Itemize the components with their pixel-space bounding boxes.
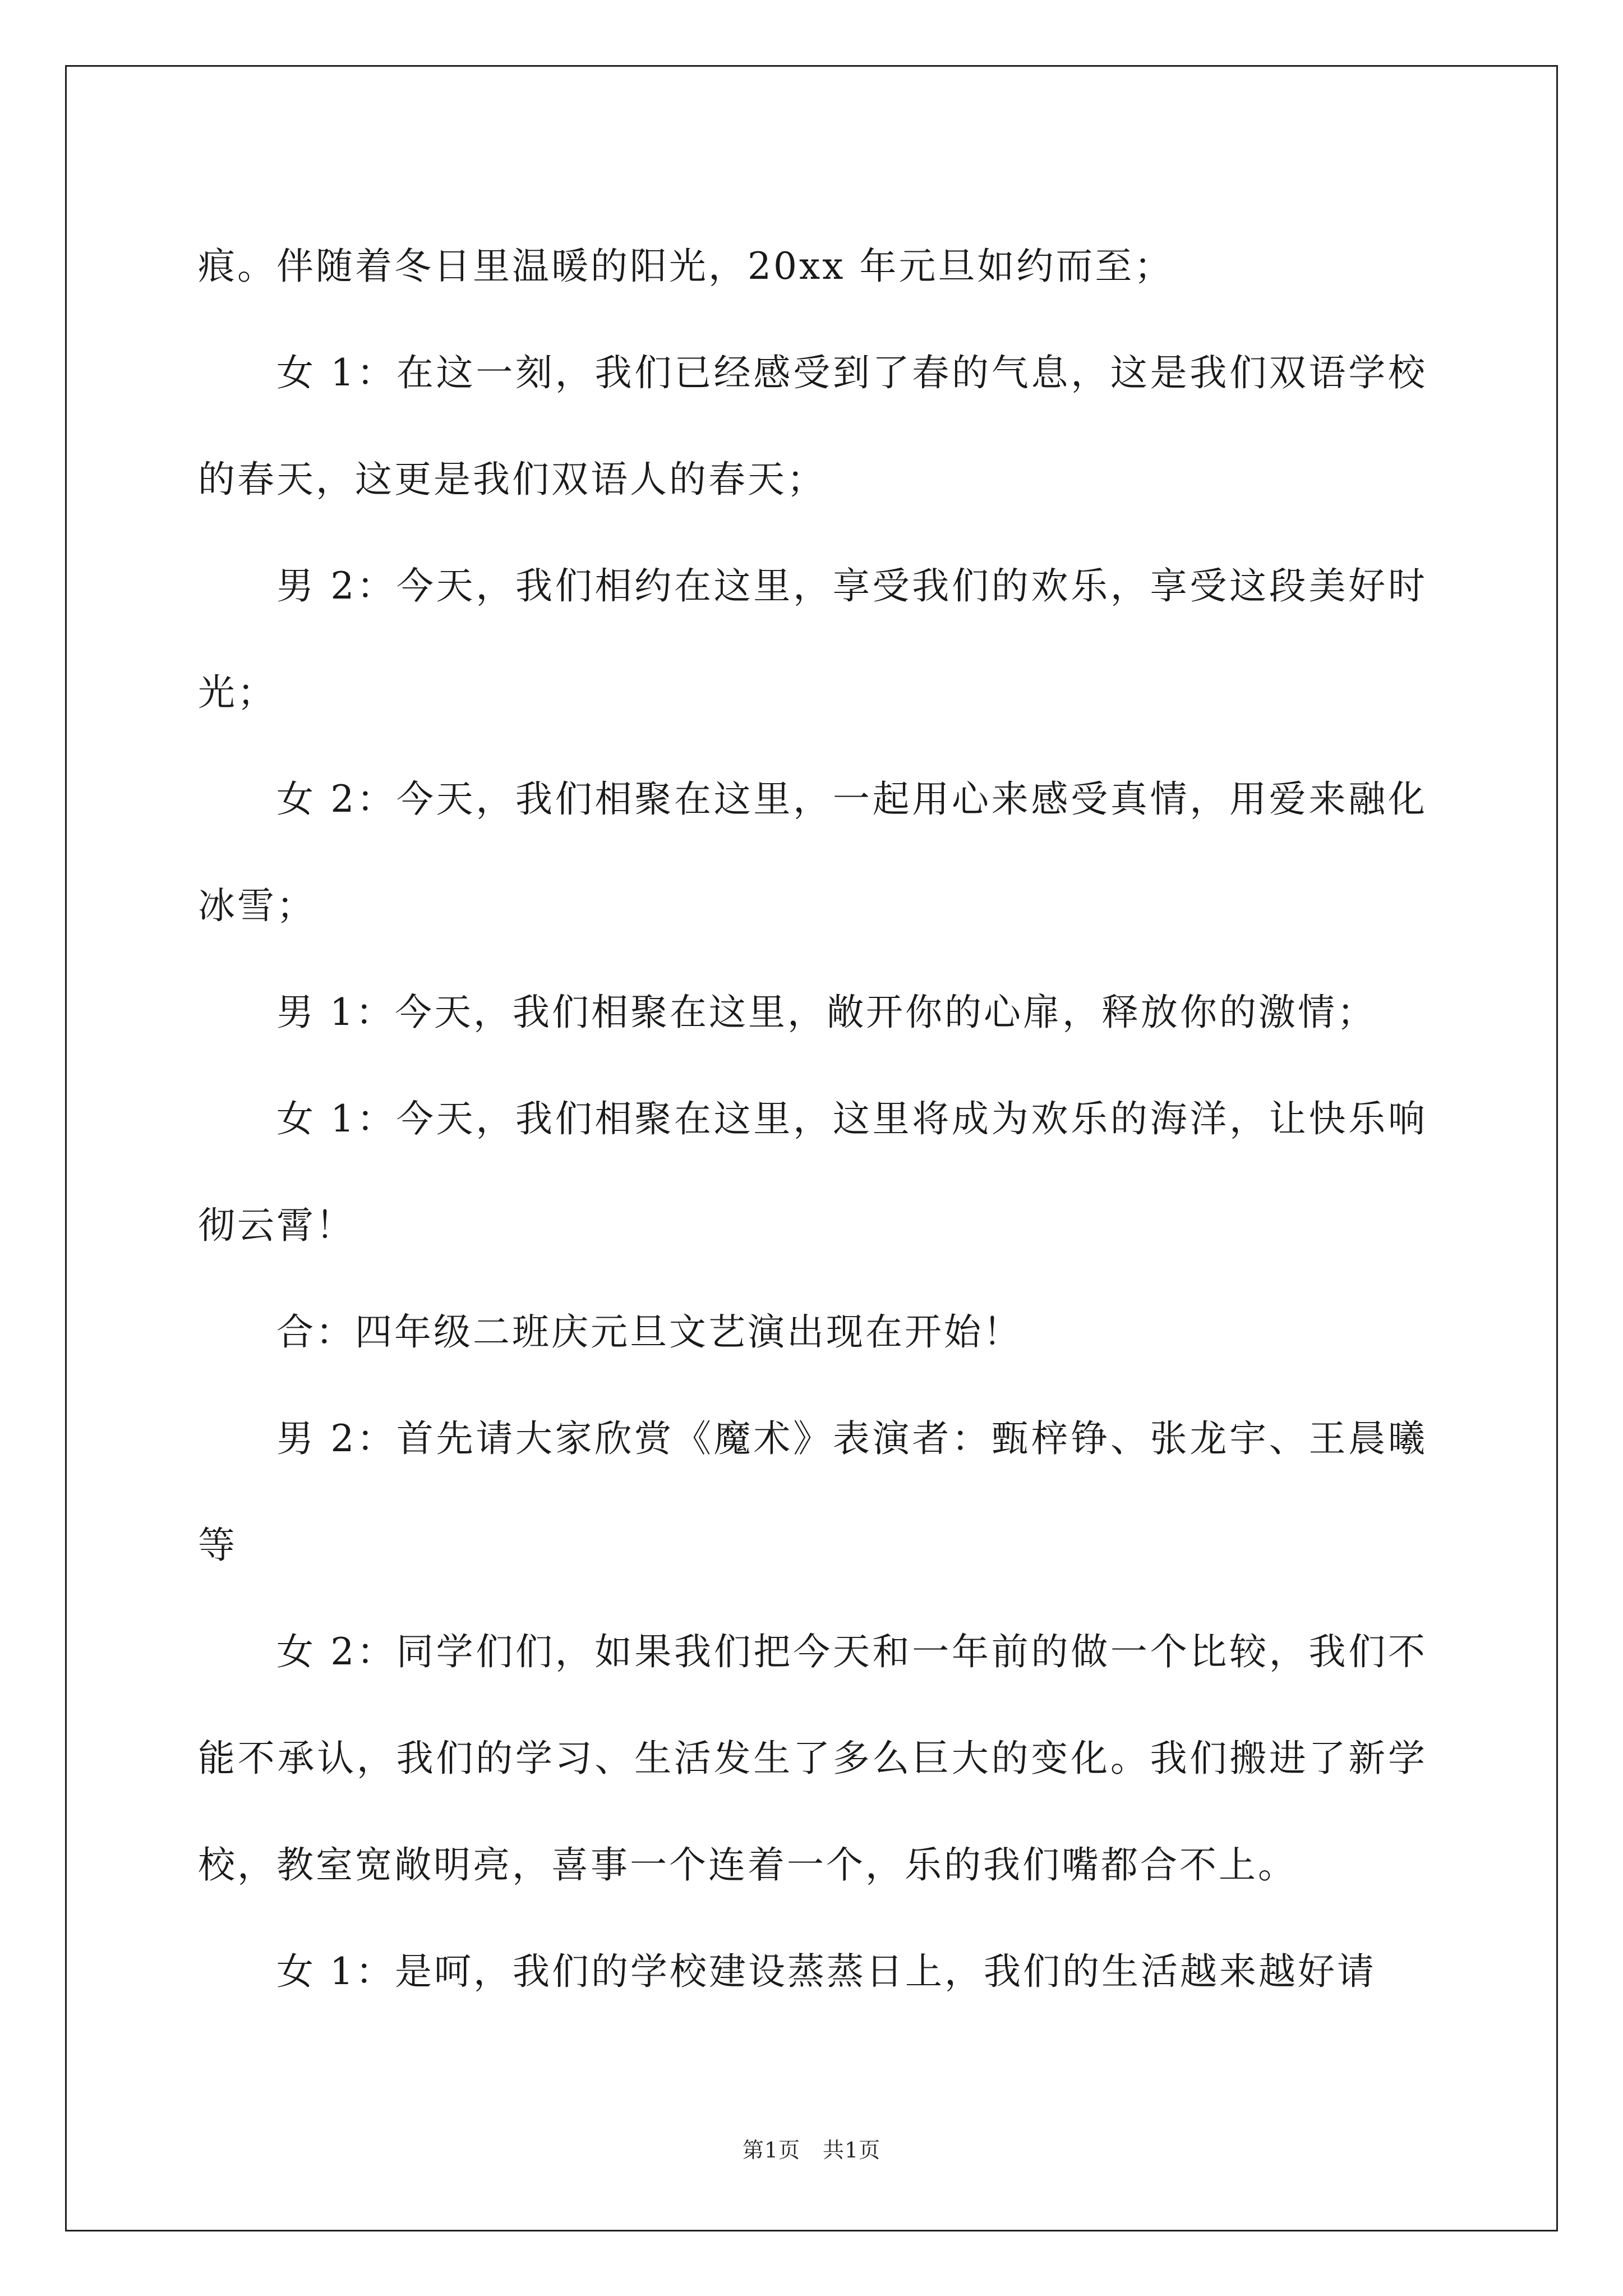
paragraph-8: 男 2：首先请大家欣赏《魔术》表演者：甄梓铮、张龙宇、王晨曦等 <box>198 1417 1427 1567</box>
paragraph-10: 女 1：是呵，我们的学校建设蒸蒸日上，我们的生活越来越好请 <box>276 1950 1376 1993</box>
page-footer <box>0 2133 1623 2164</box>
paragraph-9: 女 2：同学们们，如果我们把今天和一年前的做一个比较，我们不能不承认，我们的学习、生活发生了多么巨大的变化。我们搬进了新学校，教室宽敞明亮，喜事一个连着一个，乐的我们嘴都合不上。 <box>198 1630 1427 1887</box>
paragraph-6: 女 1：今天，我们相聚在这里，这里将成为欢乐的海洋，让快乐响彻云霄！ <box>198 1097 1427 1247</box>
paragraph-2: 女 1：在这一刻，我们已经感受到了春的气息，这是我们双语学校的春天，这更是我们双语人的春天； <box>198 351 1427 501</box>
paragraph-3: 男 2：今天，我们相约在这里，享受我们的欢乐，享受这段美好时光； <box>198 564 1427 714</box>
paragraph-5: 男 1：今天，我们相聚在这里，敞开你的心扉，释放你的激情； <box>276 991 1376 1034</box>
paragraph-7: 合：四年级二班庆元旦文艺演出现在开始！ <box>276 1310 1022 1354</box>
paragraph-4: 女 2：今天，我们相聚在这里，一起用心来感受真情，用爱来融化冰雪； <box>198 777 1427 927</box>
paragraph-1: 痕。伴随着冬日里温暖的阳光，20xx 年元旦如约而至； <box>198 245 1174 288</box>
page-number-total: 共1页 <box>823 2138 881 2162</box>
page-number-current: 第1页 <box>742 2138 800 2162</box>
document-body <box>198 213 1427 2025</box>
